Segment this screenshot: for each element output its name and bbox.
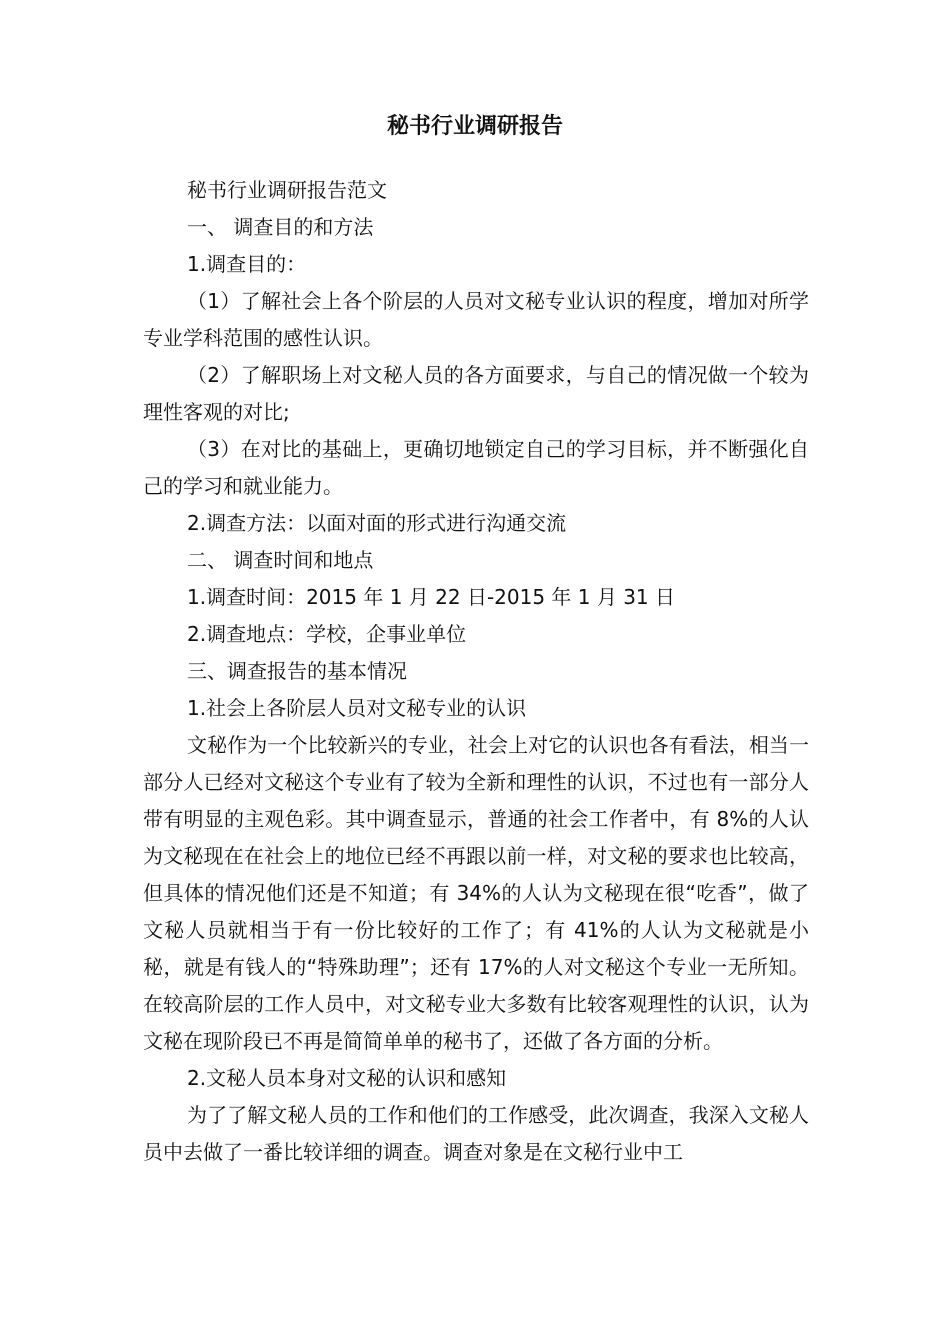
paragraph-location: 2.调查地点：学校，企事业单位 — [187, 622, 467, 646]
subheading-social-recognition: 1.社会上各阶层人员对文秘专业的认识 — [187, 696, 527, 720]
subheading-staff-perception: 2.文秘人员本身对文秘的认识和感知 — [187, 1066, 507, 1090]
paragraph-time: 1.调查时间：2015 年 1 月 22 日-2015 年 1 月 31 日 — [187, 585, 676, 609]
section-heading-1: 一、 调查目的和方法 — [187, 215, 374, 239]
document-body — [143, 172, 809, 1171]
paragraph-method: 2.调查方法：以面对面的形式进行沟通交流 — [187, 511, 567, 535]
section-heading-3: 三、调查报告的基本情况 — [187, 659, 407, 683]
paragraph-purpose-2: （2）了解职场上对文秘人员的各方面要求，与自己的情况做一个较为理性客观的对比; — [143, 363, 809, 424]
section-heading-2: 二、 调查时间和地点 — [187, 548, 374, 572]
subheading-purpose: 1.调查目的： — [187, 252, 307, 276]
paragraph-staff-perception: 为了了解文秘人员的工作和他们的工作感受，此次调查，我深入文秘人员中去做了一番比较详细的调查。调查对象是在文秘行业中工 — [143, 1103, 809, 1164]
paragraph-purpose-3: （3）在对比的基础上，更确切地锁定自己的学习目标，并不断强化自己的学习和就业能力。 — [143, 437, 809, 498]
paragraph-social-recognition: 文秘作为一个比较新兴的专业，社会上对它的认识也各有看法，相当一部分人已经对文秘这个专业有了较为全新和理性的认识，不过也有一部分人带有明显的主观色彩。其中调查显示，普通的社会工作者中，有 8%的人认为文秘现在在社会上的地位已经不再跟以前一样，对文秘的要求也比较高，但具体的情况他们还是不知道；有 34%的人认为文秘现在很“吃香”，做了文秘人员就相当于有一份比较好的工作了；有 41%的人认为文秘就是小秘，就是有钱人的“特殊助理”；还有 17%的人对文秘这个专业一无所知。在较高阶层的工作人员中，对文秘专业大多数有比较客观理性的认识，认为文秘在现阶段已不再是简简单单的秘书了，还做了各方面的分析。 — [143, 733, 809, 1053]
document-title: 秘书行业调研报告 — [386, 114, 563, 139]
paragraph-subtitle: 秘书行业调研报告范文 — [187, 178, 387, 202]
paragraph-purpose-1: （1）了解社会上各个阶层的人员对文秘专业认识的程度，增加对所学专业学科范围的感性认识。 — [143, 289, 809, 350]
